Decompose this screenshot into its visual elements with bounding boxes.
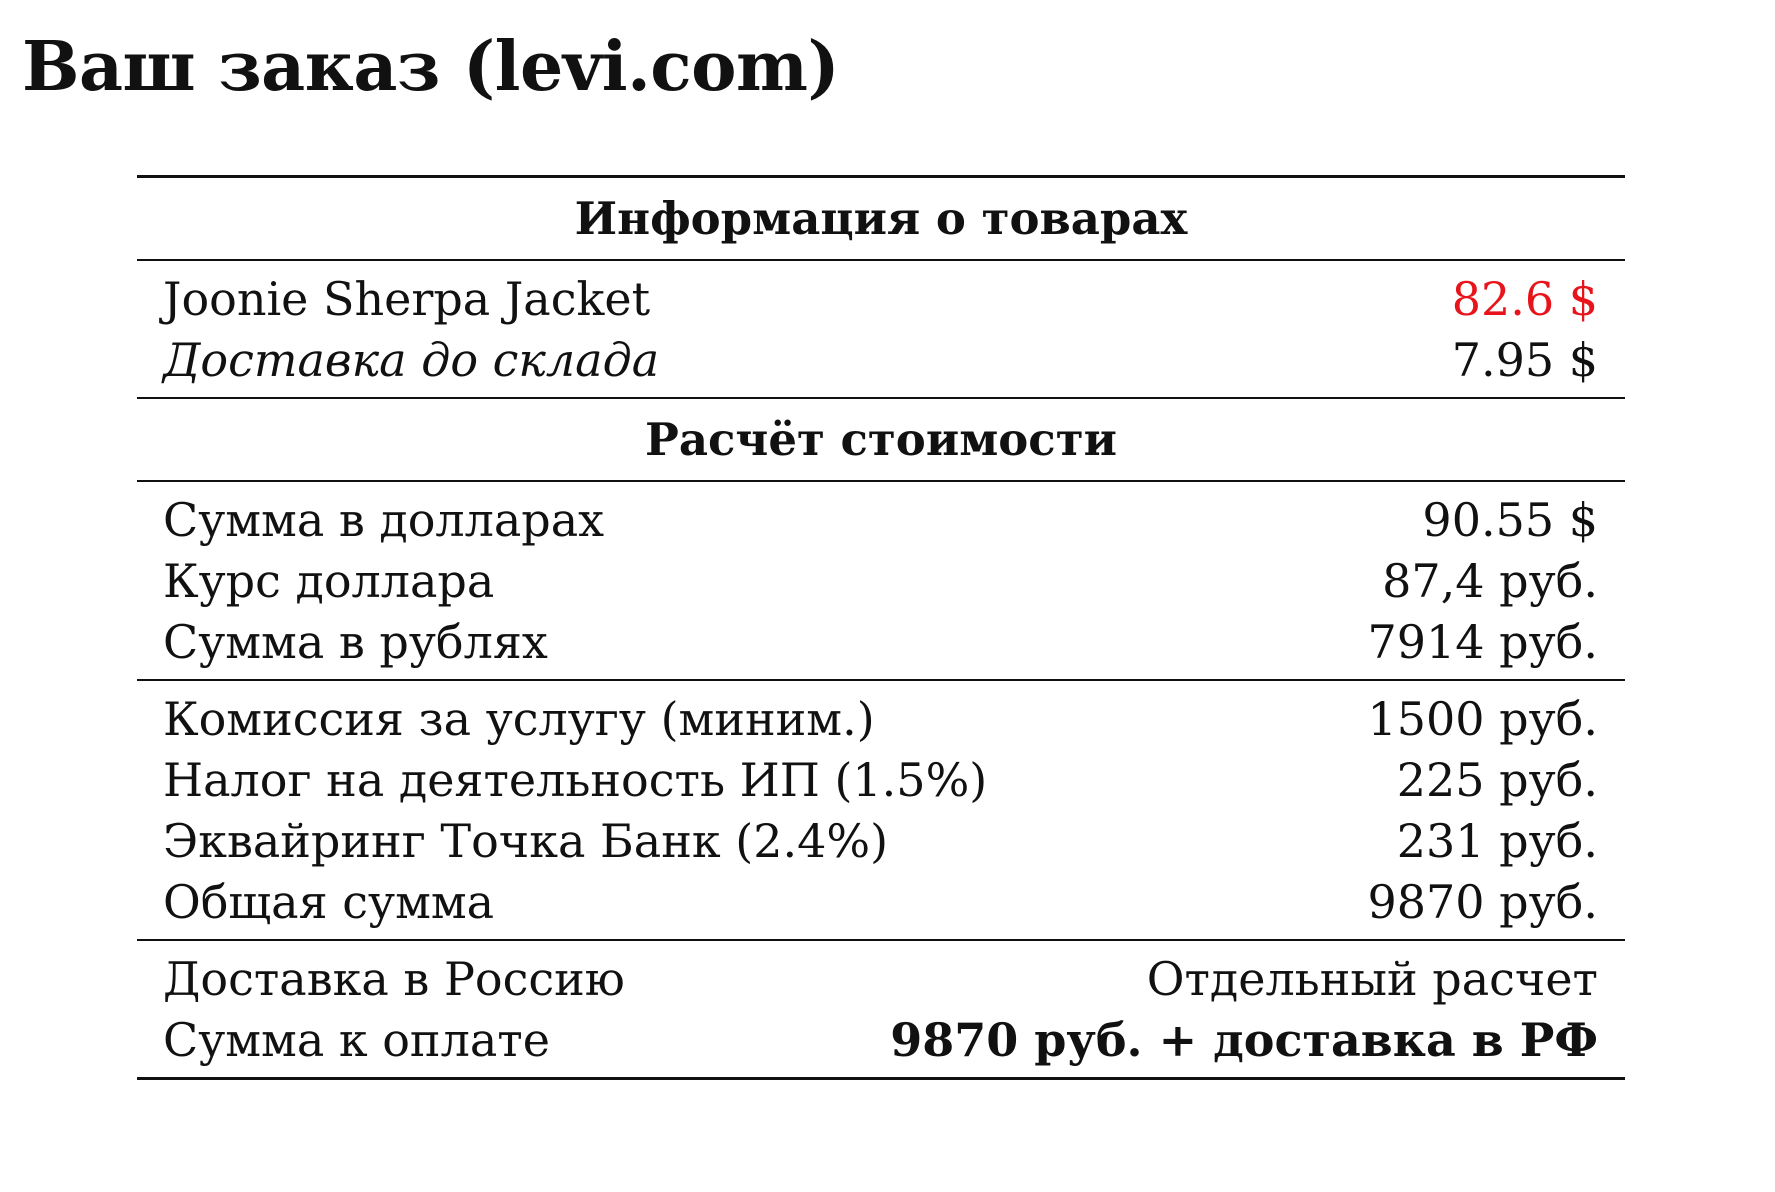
- grand-total-row: [163, 872, 1598, 933]
- conversion-rows: [137, 482, 1625, 679]
- tax-row: [163, 750, 1598, 811]
- fees-rows: [137, 681, 1625, 939]
- page-title: Ваш заказ (levi.com): [22, 27, 840, 107]
- exchange-rate-label: Курс доллара: [163, 554, 495, 608]
- grand-total-value: 9870 руб.: [1367, 875, 1598, 929]
- products-rows: [137, 261, 1625, 397]
- exchange-rate-value: 87,4 руб.: [1382, 554, 1598, 608]
- russia-shipping-row: [163, 949, 1598, 1010]
- warehouse-shipping-value: 7.95 $: [1451, 333, 1598, 387]
- acquiring-value: 231 руб.: [1396, 814, 1598, 868]
- amount-due-row: [163, 1010, 1598, 1071]
- rub-total-row: [163, 612, 1598, 673]
- usd-total-value: 90.55 $: [1422, 493, 1598, 547]
- tax-label: Налог на деятельность ИП (1.5%): [163, 753, 988, 807]
- service-fee-value: 1500 руб.: [1367, 692, 1598, 746]
- tax-value: 225 руб.: [1396, 753, 1598, 807]
- order-summary-table: [137, 175, 1625, 1080]
- product-row: [163, 269, 1598, 330]
- amount-due-value: 9870 руб. + доставка в РФ: [890, 1013, 1598, 1067]
- usd-total-row: [163, 490, 1598, 551]
- amount-due-label: Сумма к оплате: [163, 1013, 550, 1067]
- acquiring-label: Эквайринг Точка Банк (2.4%): [163, 814, 889, 868]
- rub-total-label: Сумма в рублях: [163, 615, 548, 669]
- grand-total-label: Общая сумма: [163, 875, 495, 929]
- calculation-heading: Расчёт стоимости: [645, 413, 1117, 466]
- service-fee-row: [163, 689, 1598, 750]
- rub-total-value: 7914 руб.: [1367, 615, 1598, 669]
- products-heading: Информация о товарах: [574, 192, 1188, 245]
- acquiring-row: [163, 811, 1598, 872]
- product-name: Joonie Sherpa Jacket: [163, 272, 651, 326]
- russia-shipping-value: Отдельный расчет: [1146, 952, 1598, 1006]
- product-price: 82.6 $: [1451, 272, 1598, 326]
- table-bottom-rule: [137, 1077, 1625, 1080]
- warehouse-shipping-label: Доставка до склада: [163, 333, 660, 387]
- service-fee-label: Комиссия за услугу (миним.): [163, 692, 875, 746]
- warehouse-shipping-row: [163, 330, 1598, 391]
- final-rows: [137, 941, 1625, 1077]
- usd-total-label: Сумма в долларах: [163, 493, 605, 547]
- russia-shipping-label: Доставка в Россию: [163, 952, 625, 1006]
- exchange-rate-row: [163, 551, 1598, 612]
